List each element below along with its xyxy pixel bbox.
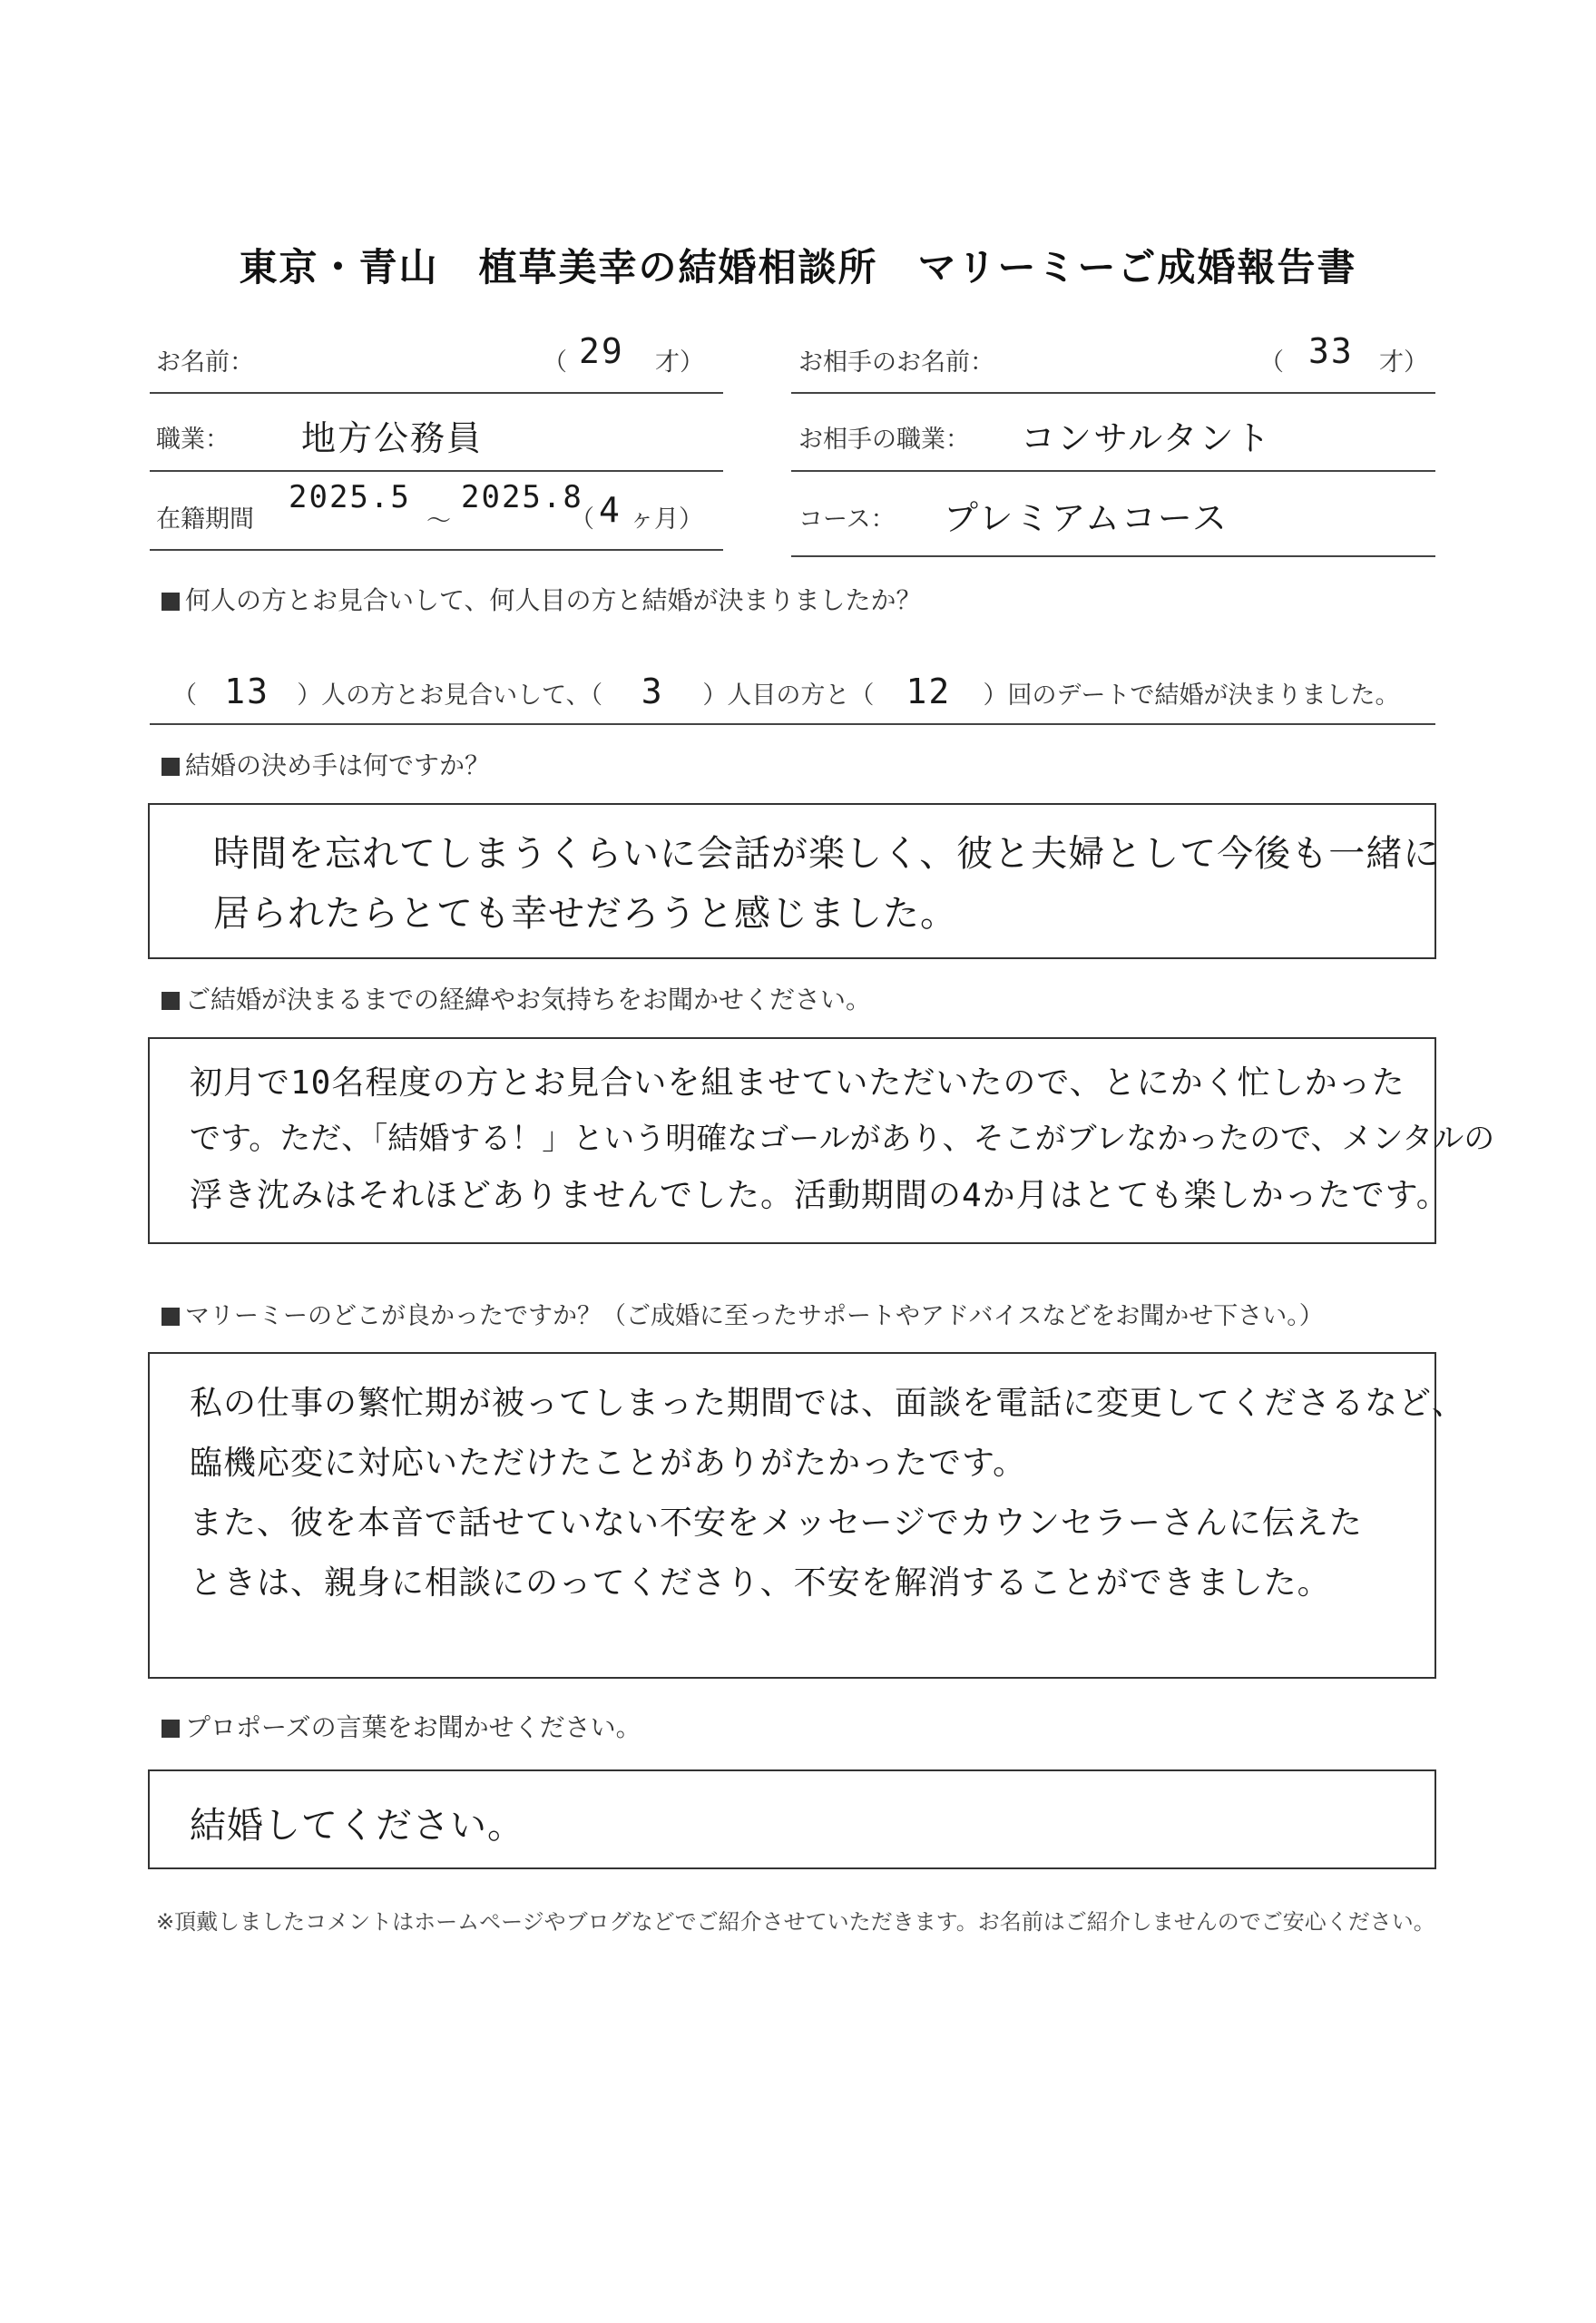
question-4-text: マリーミーのどこが良かったですか？（ご成婚に至ったサポートやアドバイスなどをお聞かせ下さい。） [185, 1302, 1324, 1330]
question-5 [162, 1708, 641, 1744]
name-label: お名前： [156, 348, 254, 377]
q1-answer-row [172, 671, 1400, 711]
age-close-paren: 才） [655, 348, 704, 377]
partner-age-value: 33 [1308, 331, 1354, 371]
q2-answer-box [148, 803, 1441, 959]
q1-underline [150, 723, 1435, 725]
q5-answer: 結婚してください。 [190, 1805, 524, 1847]
period-months-value: 4 [599, 490, 622, 530]
period-tilde: ～ [426, 507, 451, 535]
q4-line-4: ときは、親身に相談にのってくださり、不安を解消することができました。 [190, 1564, 1331, 1602]
q1-nth-person: 3 [641, 671, 664, 711]
q3-line-3: 浮き沈みはそれほどありませんでした。活動期間の4か月はとても楽しかったです。 [190, 1177, 1450, 1214]
q3-answer-box [148, 1037, 1495, 1244]
question-5-text: プロポーズの言葉をお聞かせください。 [185, 1712, 641, 1742]
q1-text-2: ）人の方とお見合いして、（ [297, 681, 603, 710]
course-value: プレミアムコース [944, 498, 1229, 538]
q5-answer-box [148, 1769, 1436, 1869]
question-2 [162, 746, 490, 782]
period-end: 2025.8 [461, 479, 583, 515]
question-3-text: ご結婚が決まるまでの経緯やお気持ちをお聞かせください。 [185, 985, 872, 1014]
q3-line-1: 初月で10名程度の方とお見合いを組ませていただいたので、とにかく忙しかった [190, 1064, 1405, 1102]
question-3 [162, 980, 871, 1016]
partner-job-underline [791, 470, 1435, 472]
bullet-square-icon [162, 992, 180, 1010]
q1-dates-count: 12 [906, 671, 952, 711]
question-1-text: 何人の方とお見合いして、何人目の方と結婚が決まりましたか？ [185, 585, 922, 615]
partner-name-label: お相手のお名前： [798, 348, 994, 377]
age-value: 29 [579, 331, 624, 371]
job-underline [150, 470, 723, 472]
job-value: 地方公務員 [301, 418, 484, 458]
bullet-square-icon [162, 593, 180, 611]
period-months-close: ヶ月） [630, 505, 703, 534]
period-underline [150, 549, 723, 551]
footer-note: ※頂戴しましたコメントはホームページやブログなどでご紹介させていただきます。お名前はご紹介しませんのでご安心ください。 [156, 1909, 1435, 1935]
partner-age-close-paren: 才） [1379, 348, 1428, 377]
bullet-square-icon [162, 1308, 180, 1326]
name-underline [150, 392, 723, 394]
q1-paren-1: （ [172, 681, 197, 710]
job-label: 職業： [156, 426, 230, 454]
page-title: 東京・青山 植草美幸の結婚相談所 マリーミーご成婚報告書 [239, 245, 1357, 289]
bullet-square-icon [162, 758, 180, 776]
q4-line-3: また、彼を本音で話せていない不安をメッセージでカウンセラーさんに伝えた [190, 1505, 1363, 1542]
partner-age-open-paren: （ [1259, 348, 1284, 377]
partner-job-label: お相手の職業： [798, 426, 970, 454]
q2-line-1: 時間を忘れてしまうくらいに会話が楽しく、彼と夫婦として今後も一緒に [213, 833, 1441, 875]
period-start: 2025.5 [289, 479, 411, 515]
partner-name-underline [791, 392, 1435, 394]
course-label: コース： [798, 505, 896, 534]
period-months-open: （ [570, 505, 594, 534]
q4-answer-box [148, 1352, 1466, 1679]
q4-line-1: 私の仕事の繁忙期が被ってしまった期間では、面談を電話に変更してくださるなど、 [190, 1385, 1466, 1422]
q1-meetings-count: 13 [224, 671, 269, 711]
q2-line-2: 居られたらとても幸せだろうと感じました。 [213, 893, 957, 935]
q4-line-2: 臨機応変に対応いただけたことがありがたかったです。 [190, 1445, 1027, 1482]
q3-line-2: です。ただ、「結婚する！」という明確なゴールがあり、そこがブレなかったので、メンタルの [190, 1121, 1495, 1157]
question-1 [162, 581, 921, 617]
partner-job-value: コンサルタント [1021, 418, 1272, 458]
period-label: 在籍期間 [156, 505, 254, 534]
question-2-text: 結婚の決め手は何ですか？ [185, 750, 491, 780]
question-4 [162, 1296, 1324, 1331]
age-open-paren: （ [543, 348, 567, 377]
q1-text-3: ）人目の方と（ [702, 681, 875, 710]
course-underline [791, 555, 1435, 557]
q1-text-4: ）回のデートで結婚が決まりました。 [983, 681, 1400, 710]
bullet-square-icon [162, 1720, 180, 1738]
